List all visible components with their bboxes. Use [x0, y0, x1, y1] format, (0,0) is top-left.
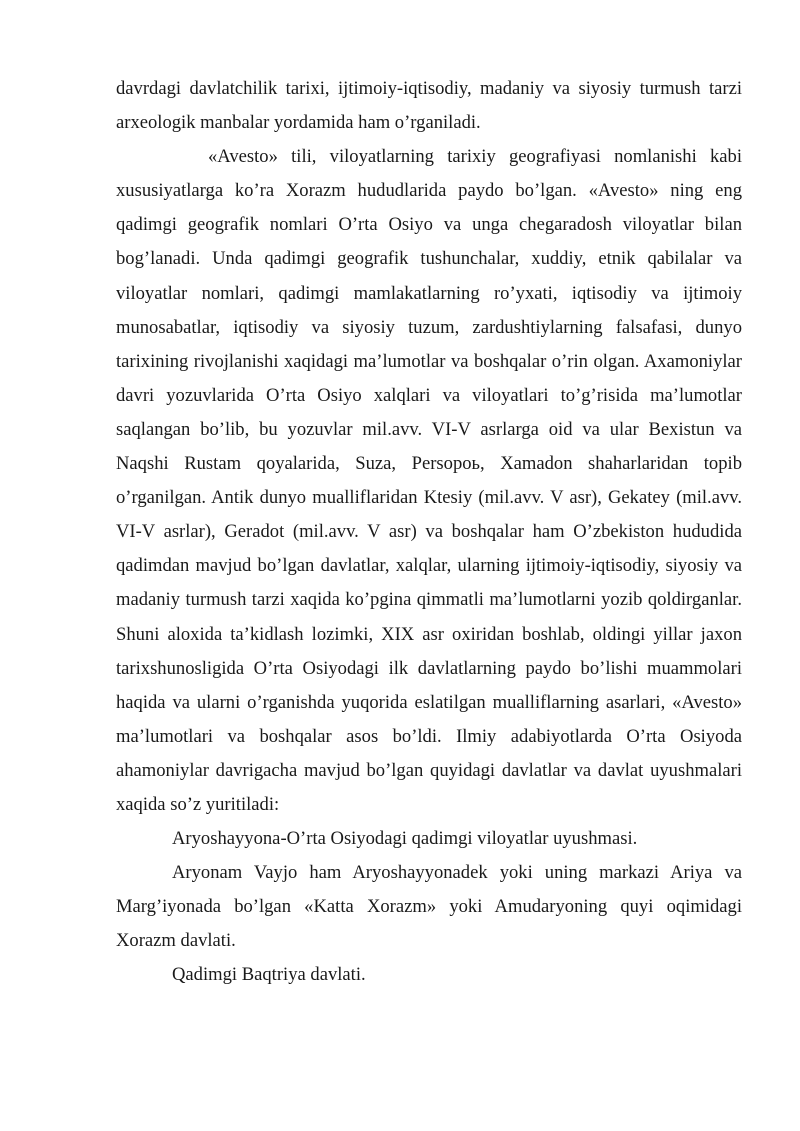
paragraph-avesto-sources: «Avesto» tili, viloyatlarning tarixiy geografiyasi nomlanishi kabi xususiyatlarga ko’ra Xorazm hududlarida paydo bo’lgan. «Avesto» ning eng qadimgi geografik nomlari O’rta Osiyo va unga chegaradosh viloyatlar bilan bog’lanadi. Unda qadimgi geografik tushunchalar, xuddiy, etnik qabilalar va viloyatlar nomlari, qadimgi mamlakatlarning ro’yxati, iqtisodiy va ijtimoiy munosabatlar, iqtisodiy va siyosiy tuzum, zardushtiylarning falsafasi, dunyo tarixining rivojlanishi xaqidagi ma’lumotlar va boshqalar o’rin olgan. Axamoniylar davri yozuvlarida O’rta Osiyo xalqlari va viloyatlari to’g’risida ma’lumotlar saqlangan bo’lib, bu yozuvlar mil.avv. VI-V asrlarga oid va ular Bexistun va Naqshi Rustam qoyalarida, Suza, Persopoь, Xamadon shaharlaridan topib o’rganilgan. Antik dunyo mualliflaridan Ktesiy (mil.avv. V asr), Gekatey (mil.avv. VI-V asrlar), Geradot (mil.avv. V asr) va boshqalar ham O’zbekiston hududida qadimdan mavjud bo’lgan davlatlar, xalqlar, ularning ijtimoiy-iqtisodiy, siyosiy va madaniy turmush tarzi xaqida ko’pgina qimmatli ma’lumotlarni yozib qoldirganlar. Shuni aloxida ta’kidlash lozimki, XIX asr oxiridan boshlab, oldingi yillar jaxon tarixshunosligida O’rta Osiyodagi ilk davlatlarning paydo bo’lishi muammolari haqida va ularni o’rganishda yuqorida eslatilgan mualliflarning asarlari, «Avesto» ma’lumotlari va boshqalar asos bo’ldi. Ilmiy adabiyotlarda O’rta Osiyoda ahamoniylar davrigacha mavjud bo’lgan quyidagi davlatlar va davlat uyushmalari xaqida so’z yuritiladi:: [116, 146, 742, 815]
document-page: [116, 72, 742, 993]
paragraph-aryoshayyona: Aryoshayyona-O’rta Osiyodagi qadimgi viloyatlar uyushmasi.: [172, 828, 638, 850]
paragraph-continuation: davrdagi davlatchilik tarixi, ijtimoiy-iqtisodiy, madaniy va siyosiy turmush tarzi arxeologik manbalar yordamida ham o’rganiladi.: [116, 78, 742, 134]
paragraph-baqtriya: Qadimgi Baqtriya davlati.: [172, 964, 366, 986]
paragraph-aryonam-vayjo: Aryonam Vayjo ham Aryoshayyonadek yoki uning markazi Ariya va Marg’iyonada bo’lgan «Katta Xorazm» yoki Amudaryoning quyi oqimidagi Xorazm davlati.: [116, 862, 742, 952]
